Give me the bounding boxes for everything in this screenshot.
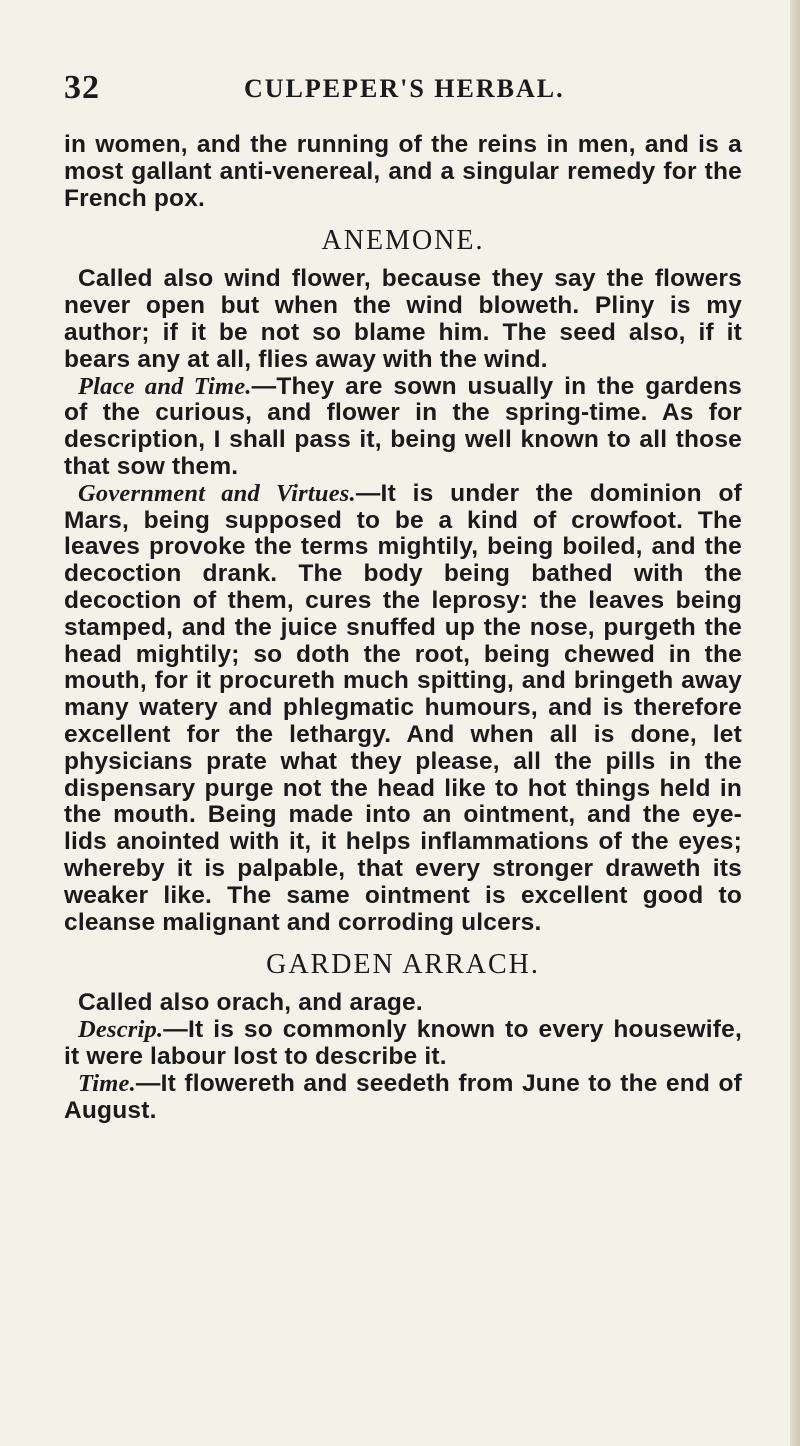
- anemone-place-paragraph: [64, 374, 742, 481]
- place-text: —They are sown usually in the gardens of the curious, and flower in the spring-time. As for description, I shall pass it, being well known to all those that sow them.: [64, 372, 742, 480]
- running-head: CULPEPER'S HERBAL.: [244, 74, 565, 103]
- anemone-description: Called also wind flower, because they say the flowers never open but when the wind bloweth. Pliny is my author; if it be not so blame him. The seed also, if it bears any at all, flies away with the wind.: [64, 265, 742, 373]
- arrach-time-paragraph: [64, 1071, 742, 1125]
- page-edge: [790, 0, 800, 1446]
- place-lead: Place and Time.: [78, 372, 252, 400]
- anemone-virtues-paragraph: [64, 481, 742, 937]
- arrach-description: Called also orach, and arage.: [78, 989, 423, 1017]
- section-title-garden-arrach: GARDEN ARRACH.: [266, 949, 540, 981]
- descrip-text: —It is so commonly known to every housewife, it were labour lost to describe it.: [64, 1016, 742, 1070]
- descrip-lead: Descrip.: [78, 1016, 164, 1044]
- virtues-text: —It is under the dominion of Mars, being supposed to be a kind of crowfoot. The leaves provoke the terms mightily, being boiled, and the decoction drank. The body being bathed with the decoction of them, cures the leprosy: the leaves being stamped, and the juice snuffed up the nose, purgeth the head mightily; so doth the root, being chewed in the mouth, for it procureth much spitting, and bringeth away many watery and phlegmatic humours, and is therefore excellent for the lethargy. And when all is done, let physicians prate what they please, all the pills in the dispensary purge not the head like to hot things held in the mouth. Being made into an ointment, and the eye-lids anointed with it, it helps inflammations of the eyes; whereby it is palpable, that every stronger draweth its weaker like. The same ointment is excellent good to cleanse malignant and corroding ulcers.: [64, 479, 742, 936]
- page-number: 32: [64, 69, 100, 106]
- intro-paragraph: in women, and the running of the reins in men, and is a most gallant anti-venereal, and a singular remedy for the French pox.: [64, 131, 742, 212]
- arrach-descrip-paragraph: [64, 1017, 742, 1071]
- page-header: [64, 68, 734, 108]
- time-text: —It flowereth and seedeth from June to the end of August.: [64, 1069, 742, 1124]
- virtues-lead: Government and Virtues.: [78, 479, 356, 507]
- time-lead: Time.: [78, 1069, 136, 1097]
- section-title-anemone: ANEMONE.: [321, 225, 485, 257]
- body-text: [64, 132, 742, 1124]
